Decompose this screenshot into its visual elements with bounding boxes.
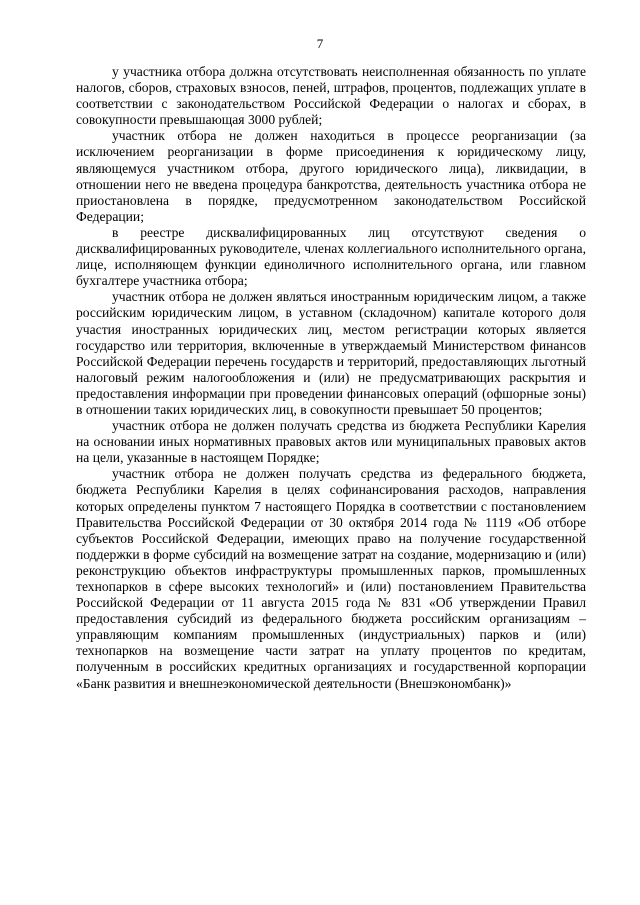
paragraph-reorganization: участник отбора не должен находиться в процессе реорганизации (за исключением реорганизации в форме присоединения к юридическому лицу, являющемуся участником отбора, другого юридического лица), ликвидации, в отношении него не введена процедура банкротства, деятельность участника отбора не приостановлена в порядке, предусмотренном законодательством Российской Федерации; <box>76 128 586 224</box>
document-body <box>76 64 586 692</box>
page-number: 7 <box>316 36 324 51</box>
paragraph-disqualified-persons: в реестре дисквалифицированных лиц отсутствуют сведения о дисквалифицированных руководителе, членах коллегиального исполнительного органа, лице, исполняющем функции единоличного исполнительного органа, или главном бухгалтере участника отбора; <box>76 224 586 289</box>
paragraph-federal-budget: участник отбора не должен получать средства из федерального бюджета, бюджета Республики Карелия в целях софинансирования расходов, направления которых определены пунктом 7 настоящего Порядка в соответствии с постановлением Правительства Российской Федерации от 30 октября 2014 года № 1119 «Об отборе субъектов Российской Федерации, имеющих право на получение государственной поддержки в форме субсидий на возмещение затрат на создание, модернизацию и (или) реконструкцию объектов инфраструктуры промышленных парков, промышленных технопарков в сфере высоких технологий» и (или) постановлением Правительства Российской Федерации от 11 августа 2015 года № 831 «Об утверждении Правил предоставления субсидий из федерального бюджета российским организациям – управляющим компаниям промышленных (индустриальных) парков и (или) технопарков на возмещение части затрат на уплату процентов по кредитам, полученным в российских кредитных организациях и государственной корпорации «Банк развития и внешнеэкономической деятельности (Внешэкономбанк)» <box>76 466 586 691</box>
paragraph-tax-arrears: у участника отбора должна отсутствовать неисполненная обязанность по уплате налогов, сборов, страховых взносов, пеней, штрафов, процентов, подлежащих уплате в соответствии с законодательством Российской Федерации о налогах и сборах, в совокупности превышающая 3000 рублей; <box>76 64 586 128</box>
paragraph-foreign-entity: участник отбора не должен являться иностранным юридическим лицом, а также российским юридическим лицом, в уставном (складочном) капитале которого доля участия иностранных юридических лиц, местом регистрации которых является государство или территория, включенные в утверждаемый Министерством финансов Российской Федерации перечень государств и территорий, предоставляющих льготный налоговый режим налогообложения и (или) не предусматривающих раскрытия и предоставления информации при проведении финансовых операций (офшорные зоны) в отношении таких юридических лиц, в совокупности превышает 50 процентов; <box>76 289 586 417</box>
paragraph-regional-budget: участник отбора не должен получать средства из бюджета Республики Карелия на основании иных нормативных правовых актов или муниципальных правовых актов на цели, указанные в настоящем Порядке; <box>76 418 586 466</box>
